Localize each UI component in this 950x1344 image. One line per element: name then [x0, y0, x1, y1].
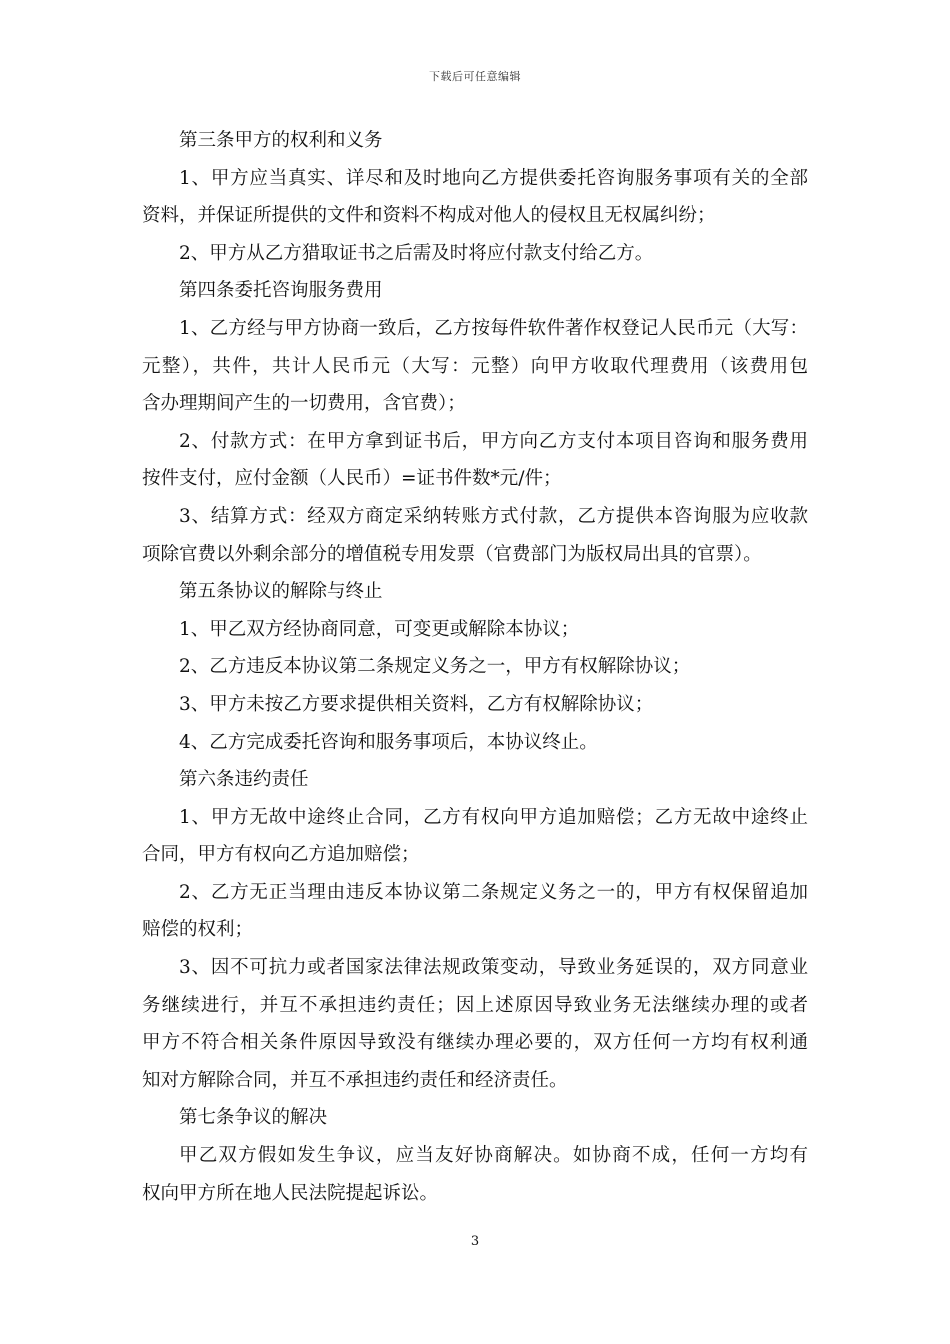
paragraph-line: 3、因不可抗力或者国家法律法规政策变动，导致业务延误的，双方同意业	[179, 957, 808, 979]
header-note: 下载后可任意编辑	[429, 70, 521, 83]
paragraph-line: 合同，甲方有权向乙方追加赔偿；	[142, 844, 420, 866]
paragraph-line: 2、乙方违反本协议第二条规定义务之一，甲方有权解除协议；	[179, 656, 691, 678]
section-heading-7: 第七条争议的解决	[179, 1107, 328, 1129]
paragraph-line: 项除官费以外剩余部分的增值税专用发票（官费部门为版权局出具的官票）。	[142, 543, 762, 565]
paragraph-line: 甲乙双方假如发生争议，应当友好协商解决。如协商不成，任何一方均有	[179, 1145, 808, 1167]
paragraph-line: 甲方不符合相关条件原因导致没有继续办理必要的，双方任何一方均有权利通	[142, 1032, 808, 1054]
section-heading-6: 第六条违约责任	[179, 769, 309, 791]
paragraph-line: 1、甲乙双方经协商同意，可变更或解除本协议；	[179, 618, 580, 640]
paragraph-line: 知对方解除合同，并互不承担违约责任和经济责任。	[142, 1069, 568, 1091]
paragraph-line: 2、付款方式：在甲方拿到证书后，甲方向乙方支付本项目咨询和服务费用	[179, 430, 808, 452]
paragraph-line: 1、甲方无故中途终止合同，乙方有权向甲方追加赔偿；乙方无故中途终止	[179, 806, 808, 828]
paragraph-line: 3、甲方未按乙方要求提供相关资料，乙方有权解除协议；	[179, 693, 654, 715]
paragraph-line: 1、甲方应当真实、详尽和及时地向乙方提供委托咨询服务事项有关的全部	[179, 167, 808, 189]
paragraph-line: 赔偿的权利；	[142, 919, 254, 941]
paragraph-line: 2、甲方从乙方猎取证书之后需及时将应付款支付给乙方。	[179, 242, 654, 264]
document-body	[142, 122, 808, 1212]
section-heading-3: 第三条甲方的权利和义务	[179, 130, 383, 151]
section-heading-4: 第四条委托咨询服务费用	[179, 280, 383, 302]
paragraph-line: 3、结算方式：经双方商定采纳转账方式付款，乙方提供本咨询服为应收款	[179, 505, 808, 527]
paragraph-line: 资料，并保证所提供的文件和资料不构成对他人的侵权且无权属纠纷；	[142, 205, 716, 227]
paragraph-line: 元整），共件，共计人民币元（大写：元整）向甲方收取代理费用（该费用包	[142, 355, 808, 377]
section-heading-5: 第五条协议的解除与终止	[179, 581, 383, 603]
paragraph-line: 务继续进行，并互不承担违约责任；因上述原因导致业务无法继续办理的或者	[142, 994, 808, 1016]
paragraph-line: 权向甲方所在地人民法院提起诉讼。	[142, 1182, 439, 1204]
paragraph-line: 含办理期间产生的一切费用，含官费）；	[142, 393, 466, 415]
paragraph-line: 2、乙方无正当理由违反本协议第二条规定义务之一的，甲方有权保留追加	[179, 881, 808, 903]
page-number: 3	[470, 1234, 480, 1249]
paragraph-line: 按件支付，应付金额（人民币）=证书件数*元/件；	[142, 468, 562, 490]
paragraph-line: 4、乙方完成委托咨询和服务事项后，本协议终止。	[179, 731, 598, 753]
paragraph-line: 1、乙方经与甲方协商一致后，乙方按每件软件著作权登记人民币元（大写：	[179, 317, 808, 339]
